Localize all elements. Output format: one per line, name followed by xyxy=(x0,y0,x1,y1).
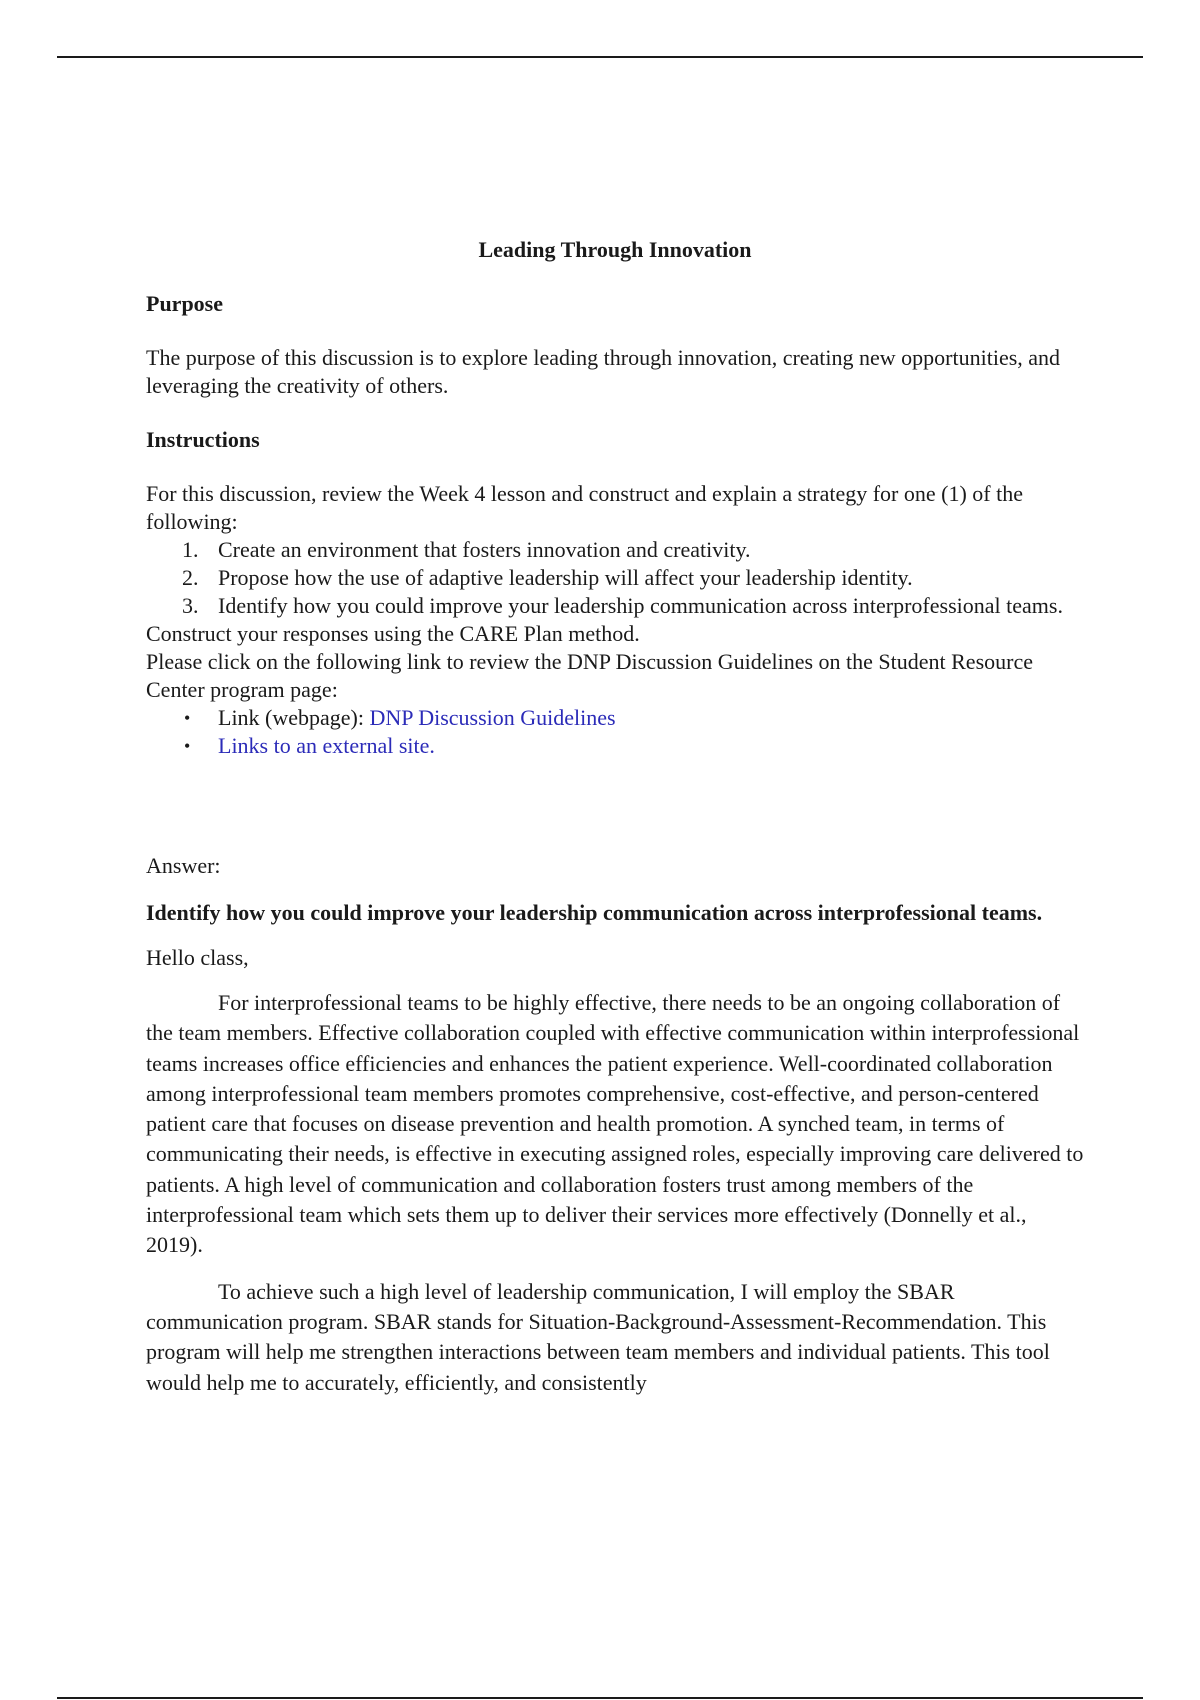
list-item xyxy=(146,536,1084,564)
care-plan-line: Construct your responses using the CARE Plan method. xyxy=(146,621,640,646)
purpose-text: The purpose of this discussion is to explore leading through innovation, creating new opportunities, and leveraging the creativity of others. xyxy=(146,345,1061,398)
link-intro: Please click on the following link to review the DNP Discussion Guidelines on the Student Resource Center program page: xyxy=(146,649,1033,702)
bullet-icon: • xyxy=(184,708,191,728)
instructions-intro: For this discussion, review the Week 4 lesson and construct and explain a strategy for one (1) of the following: xyxy=(146,481,1023,534)
list-item xyxy=(146,592,1084,620)
instructions-heading: Instructions xyxy=(146,427,260,452)
external-site-link[interactable]: Links to an external site. xyxy=(218,733,435,758)
list-item-text: Propose how the use of adaptive leadership will affect your leadership identity. xyxy=(218,565,913,590)
footer-rule xyxy=(57,1697,1143,1699)
document-title: Leading Through Innovation xyxy=(478,237,752,262)
list-item xyxy=(146,704,1084,732)
answer-paragraph-1: For interprofessional teams to be highly effective, there needs to be an ongoing collaboration of the team members. Effective collaboration coupled with effective communication within interprofessional teams increases office efficiencies and enhances the patient experience. Well-coordinated collaboration among interprofessional team members promotes comprehensive, cost-effective, and person-centered patient care that focuses on disease prevention and health promotion. A synched team, in terms of communicating their needs, is effective in executing assigned roles, especially improving care delivered to patients. A high level of communication and collaboration fosters trust among members of the interprofessional team which sets them up to deliver their services more effectively (Donnelly et al., 2019). xyxy=(146,990,1084,1258)
answer-paragraph-2: To achieve such a high level of leadership communication, I will employ the SBAR communication program. SBAR stands for Situation-Background-Assessment-Recommendation. This program will help me strengthen interactions between team members and individual patients. This tool would help me to accurately, efficiently, and consistently xyxy=(146,1278,1050,1395)
spacer xyxy=(146,760,1084,852)
link-prefix: Link (webpage): xyxy=(218,705,370,730)
bullet-icon: • xyxy=(184,736,191,756)
list-item xyxy=(146,732,1084,760)
list-number: 1. xyxy=(182,537,199,562)
instructions-list xyxy=(146,536,1084,620)
answer-greeting: Hello class, xyxy=(146,945,249,970)
list-item xyxy=(146,564,1084,592)
list-number: 3. xyxy=(182,593,199,618)
answer-heading: Identify how you could improve your leadership communication across interprofessional teams. xyxy=(146,900,1043,925)
answer-label: Answer: xyxy=(146,853,221,878)
document-body xyxy=(146,236,1084,1414)
header-rule xyxy=(57,56,1143,58)
list-item-text: Identify how you could improve your leadership communication across interprofessional teams. xyxy=(218,593,1063,618)
links-list xyxy=(146,704,1084,760)
dnp-guidelines-link[interactable]: DNP Discussion Guidelines xyxy=(369,705,616,730)
list-item-text: Create an environment that fosters innovation and creativity. xyxy=(218,537,751,562)
purpose-heading: Purpose xyxy=(146,291,223,316)
list-number: 2. xyxy=(182,565,199,590)
